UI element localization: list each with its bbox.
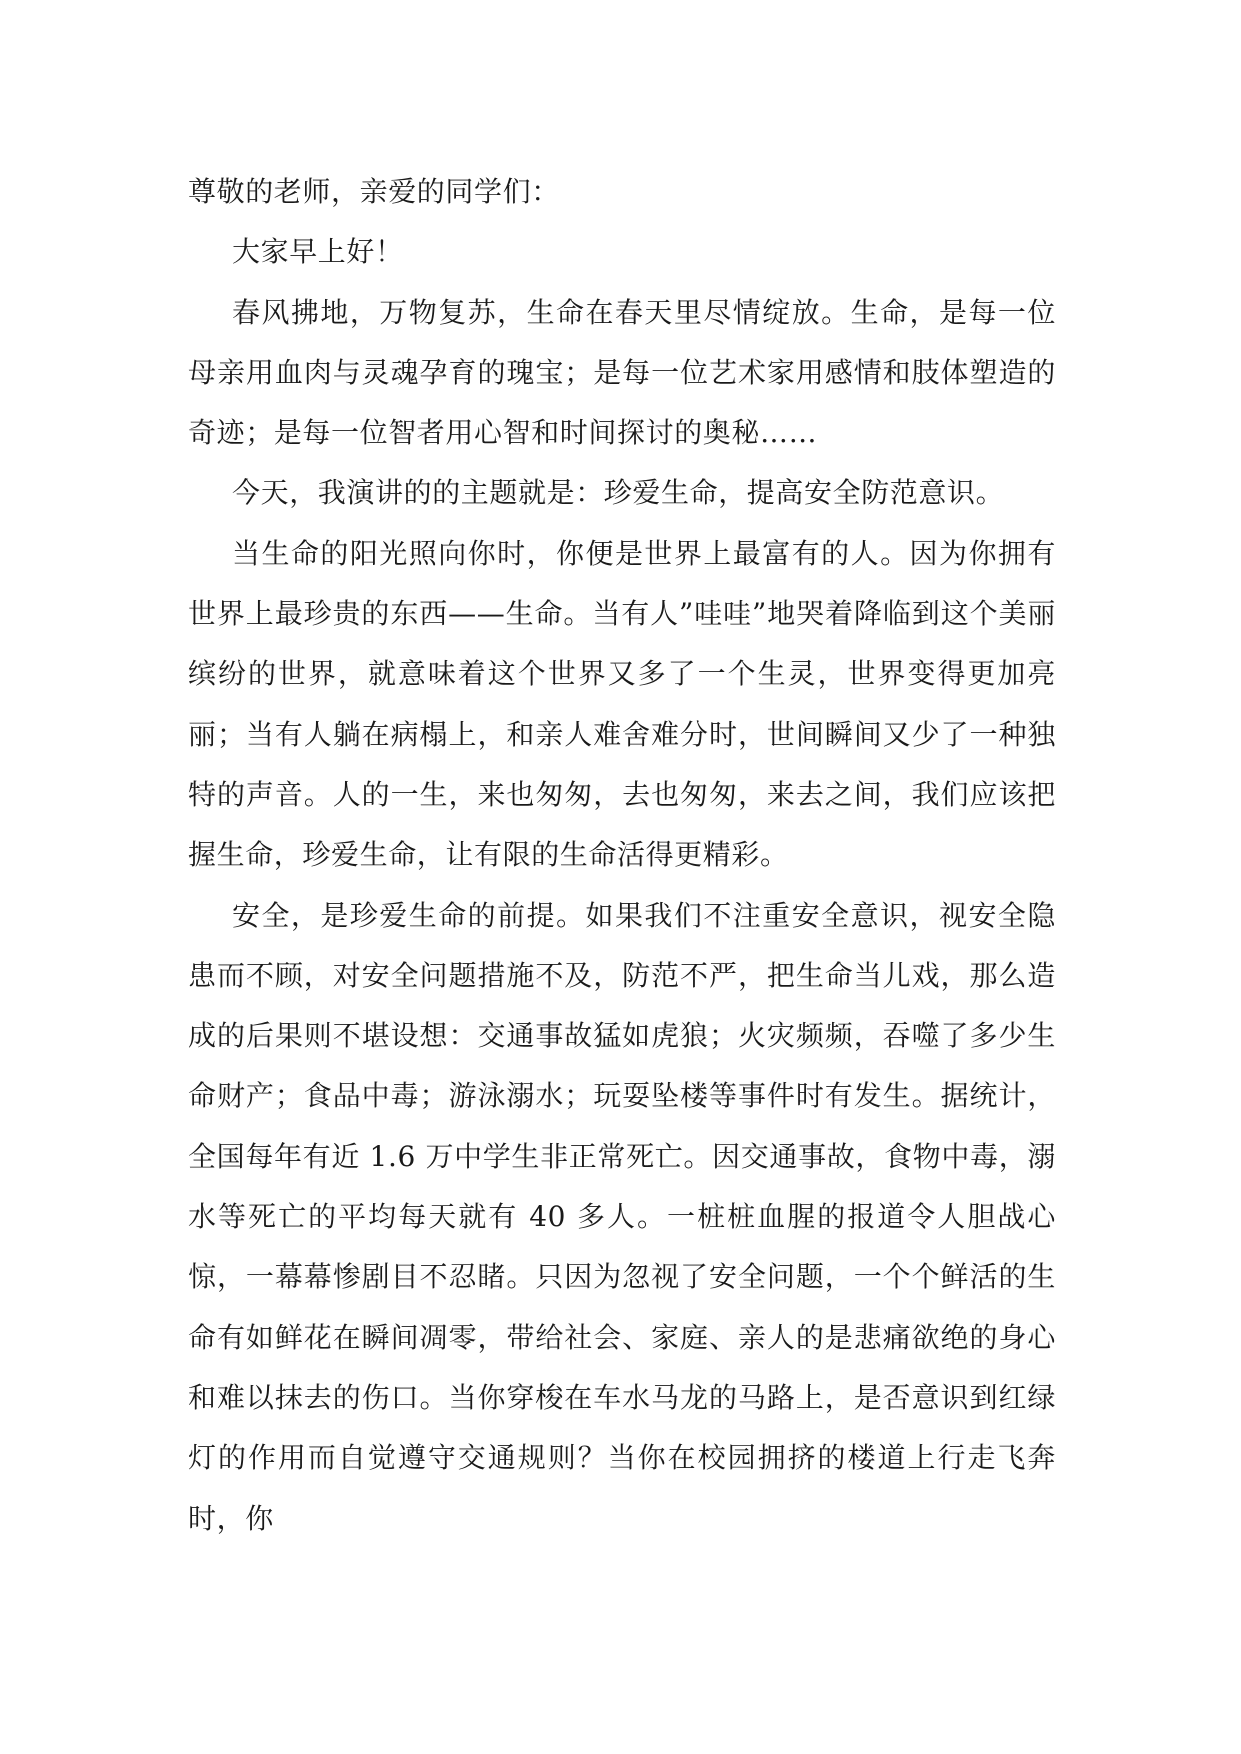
topic-paragraph: 今天，我演讲的的主题就是：珍爱生命，提高安全防范意识。	[232, 476, 1005, 510]
speech-body	[188, 162, 1056, 1549]
life-paragraph: 当生命的阳光照向你时，你便是世界上最富有的人。因为你拥有世界上最珍贵的东西——生命。当有人”哇哇”地哭着降临到这个美丽缤纷的世界，就意味着这个世界又多了一个生灵，世界变得更加亮丽；当有人躺在病榻上，和亲人难舍难分时，世间瞬间又少了一种独特的声音。人的一生，来也匆匆，去也匆匆，来去之间，我们应该把握生命，珍爱生命，让有限的生命活得更精彩。	[188, 536, 1056, 872]
greeting-paragraph: 大家早上好！	[232, 235, 404, 269]
safety-paragraph: 安全，是珍爱生命的前提。如果我们不注重安全意识，视安全隐患而不顾，对安全问题措施不及，防范不严，把生命当儿戏，那么造成的后果则不堪设想：交通事故猛如虎狼；火灾频频，吞噬了多少生命财产；食品中毒；游泳溺水；玩耍坠楼等事件时有发生。据统计，全国每年有近 1.6 万中学生非正常死亡。因交通事故，食物中毒，溺水等死亡的平均每天就有 40 多人。一桩桩血腥的报道令人胆战心惊，一幕幕惨剧目不忍睹。只因为忽视了安全问题，一个个鲜活的生命有如鲜花在瞬间凋零，带给社会、家庭、亲人的是悲痛欲绝的身心和难以抹去的伤口。当你穿梭在车水马龙的马路上，是否意识到红绿灯的作用而自觉遵守交通规则？当你在校园拥挤的楼道上行走飞奔时，你	[188, 898, 1056, 1535]
spring-paragraph: 春风拂地，万物复苏，生命在春天里尽情绽放。生命，是每一位母亲用血肉与灵魂孕育的瑰宝；是每一位艺术家用感情和肢体塑造的奇迹；是每一位智者用心智和时间探讨的奥秘……	[188, 295, 1056, 450]
salutation: 尊敬的老师，亲爱的同学们：	[188, 175, 560, 208]
